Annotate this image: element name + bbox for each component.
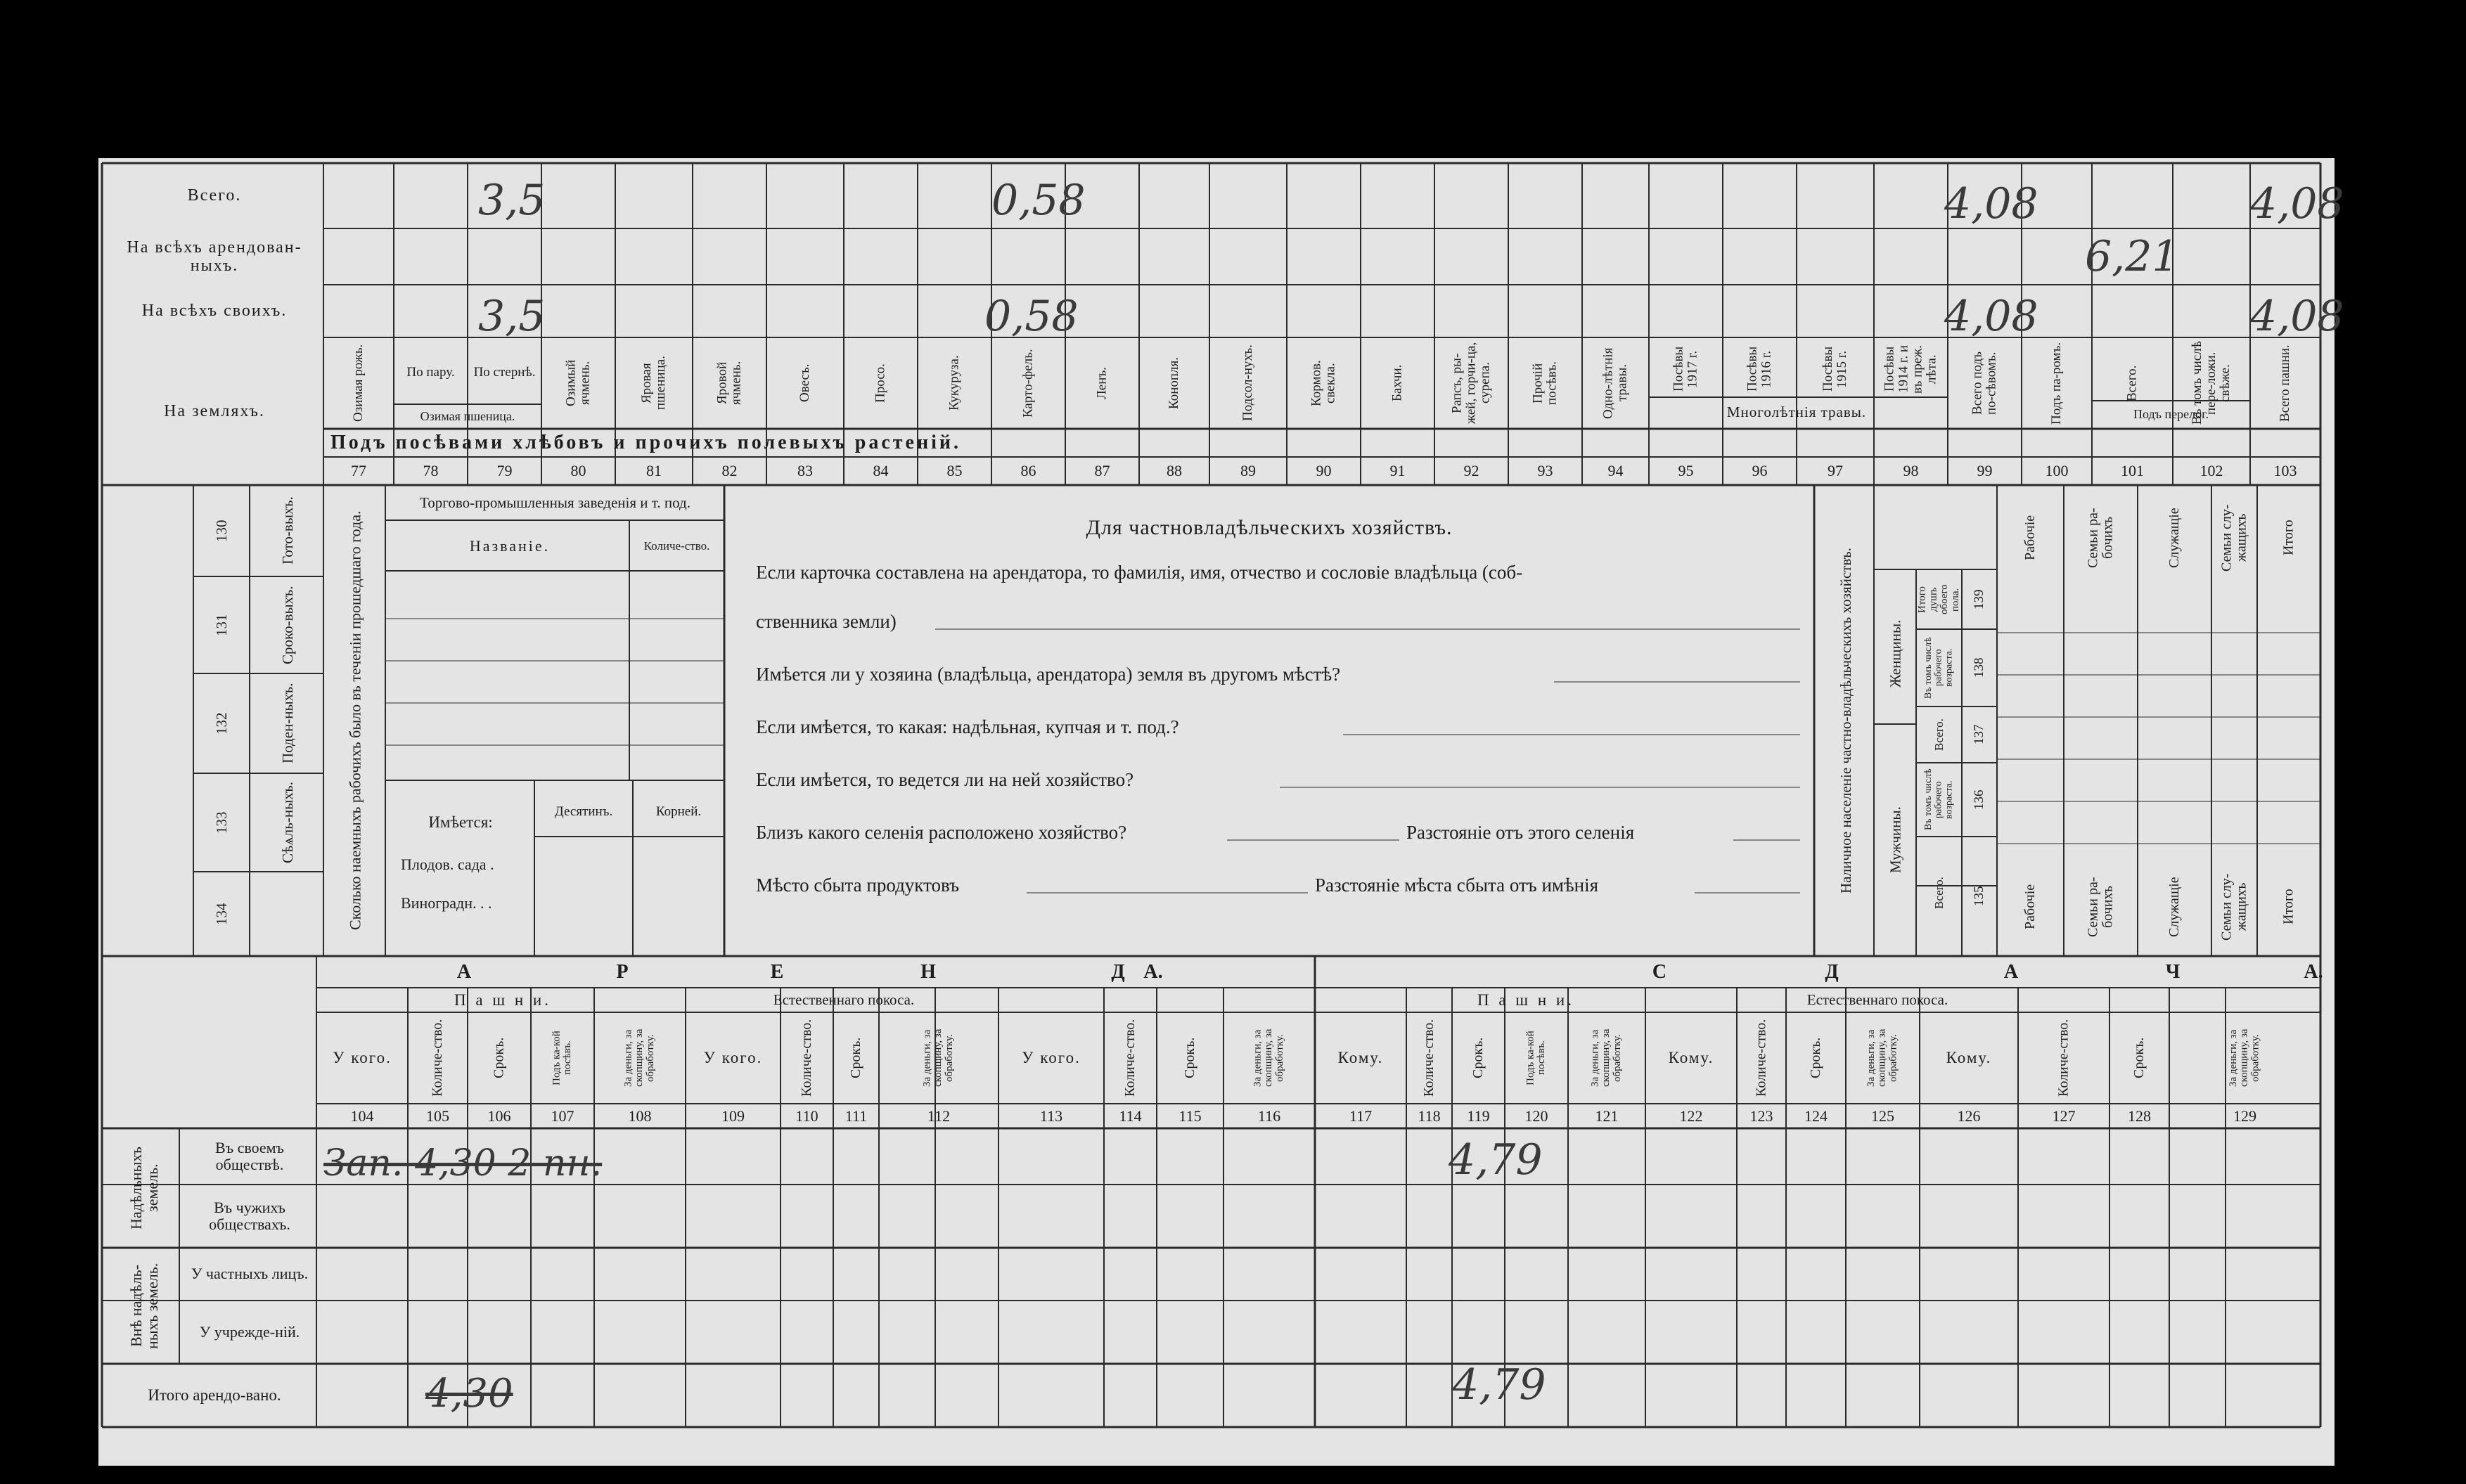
column-number: 126 bbox=[1957, 1106, 1981, 1125]
section-letter: А bbox=[456, 960, 472, 983]
column-number: 99 bbox=[1977, 461, 1993, 479]
column-number: 134 bbox=[212, 903, 230, 925]
question-text: Если карточка составлена на арендатора, то фамилія, имя, отчество и сословіе владѣльца (соб- bbox=[756, 562, 1523, 583]
column-number: 121 bbox=[1595, 1106, 1619, 1125]
row-group: Внѣ надѣль-ныхъ земель. bbox=[127, 1263, 161, 1349]
handwritten-value: 6,21 bbox=[2085, 232, 2179, 281]
column-header: За деньги, за скопщину, за обработку. bbox=[1865, 1028, 1899, 1088]
section-header: Торгово-промышленныя заведенія и т. под. bbox=[420, 494, 691, 512]
column-header: Количе-ство. bbox=[430, 1019, 445, 1097]
column-header: Кукуруза. bbox=[946, 355, 962, 411]
column-header: Корней. bbox=[655, 804, 702, 819]
column-number: 129 bbox=[2233, 1106, 2256, 1125]
column-header: Итого bbox=[2280, 520, 2297, 556]
group-header: П а ш н и. bbox=[454, 991, 551, 1009]
column-number: 125 bbox=[1871, 1106, 1894, 1125]
handwritten-value: 4,79 bbox=[1452, 1360, 1546, 1409]
row-label: Женщины. bbox=[1887, 619, 1904, 688]
column-header: Служащіе bbox=[2166, 877, 2182, 937]
group-header: П а ш н и. bbox=[1477, 991, 1574, 1009]
question-text: Если имѣется, то какая: надѣльная, купчая и т. под.? bbox=[756, 716, 1179, 738]
column-header: Кому. bbox=[1946, 1049, 1992, 1067]
hired-workers-header: Сколько наемныхъ рабочихъ было въ теченіи прошедшаго года. bbox=[346, 510, 364, 931]
column-header: Срокъ. bbox=[1808, 1037, 1823, 1079]
row-label: Всего. bbox=[1932, 877, 1946, 909]
column-header: Одно-лѣтнія травы. bbox=[1600, 347, 1630, 419]
column-number: 95 bbox=[1678, 461, 1694, 479]
group-header: Естественнаго покоса. bbox=[773, 991, 915, 1008]
column-number: 114 bbox=[1119, 1106, 1142, 1125]
form-title: Для частновладѣльческихъ хозяйствъ. bbox=[1086, 515, 1453, 539]
column-header: Посѣвы 1915 г. bbox=[1820, 346, 1849, 392]
column-number: 120 bbox=[1524, 1106, 1548, 1125]
column-header: Срокъ. bbox=[1182, 1037, 1197, 1079]
row-label: Въ томъ числѣ рабочего возраста. bbox=[1922, 637, 1955, 699]
column-header: Озимая рожь. bbox=[351, 344, 366, 422]
column-number: 81 bbox=[646, 461, 662, 479]
section-letter: Ч bbox=[2165, 960, 2181, 983]
column-number: 90 bbox=[1316, 461, 1332, 479]
column-number: 113 bbox=[1039, 1106, 1063, 1125]
column-number: 132 bbox=[212, 712, 230, 735]
row-label: На всѣхъ арендован-ныхъ. bbox=[127, 238, 302, 275]
column-number: 79 bbox=[496, 461, 513, 479]
row-label: Итого арендо-вано. bbox=[148, 1386, 281, 1405]
column-header: Бахчи. bbox=[1389, 364, 1405, 402]
row-label: Въ своемъ обществѣ. bbox=[215, 1138, 284, 1173]
column-header: Кормов. свекла. bbox=[1309, 360, 1338, 406]
handwritten-value: 4,08 bbox=[2250, 179, 2344, 228]
population-header: Наличное населеніе частно-владѣльческихъ хозяйствъ. bbox=[1837, 548, 1854, 893]
column-number: 131 bbox=[212, 614, 230, 636]
column-header: Количе-ство. bbox=[643, 539, 710, 553]
column-header: Подъ ка-кой посѣвъ. bbox=[551, 1031, 573, 1085]
column-number: 86 bbox=[1020, 461, 1036, 479]
column-header: Рабочіе bbox=[2022, 515, 2038, 561]
column-header: У кого. bbox=[333, 1049, 392, 1067]
section-letter: А. bbox=[2304, 960, 2323, 983]
column-header: Посѣвы 1914 г. и въ преж. лѣта. bbox=[1882, 344, 1939, 394]
column-number: 92 bbox=[1463, 461, 1479, 479]
row-label: На всѣхъ своихъ. bbox=[141, 302, 288, 321]
column-number: 78 bbox=[423, 461, 439, 479]
section-letter: С bbox=[1652, 960, 1667, 983]
column-header: Подъ па-ромъ. bbox=[2049, 342, 2064, 425]
column-number: 108 bbox=[628, 1106, 652, 1125]
column-header: За деньги, за скопщину, за обработку. bbox=[1252, 1028, 1285, 1088]
column-header: Озимый ячмень. bbox=[563, 359, 593, 407]
label: Виноградн. . . bbox=[401, 893, 492, 912]
label: Плодов. сада . bbox=[401, 855, 494, 873]
column-number: 88 bbox=[1167, 461, 1182, 479]
column-header: Сроко-выхъ. bbox=[278, 586, 296, 664]
column-number: 109 bbox=[721, 1106, 745, 1125]
column-header: Срокъ. bbox=[1470, 1037, 1486, 1079]
column-number: 111 bbox=[845, 1106, 868, 1125]
column-header: У кого. bbox=[1022, 1049, 1081, 1067]
column-number: 139 bbox=[1972, 589, 1987, 609]
column-header: Количе-ство. bbox=[1753, 1019, 1769, 1097]
question-text: Имѣется ли у хозяина (владѣльца, арендатора) земля въ другомъ мѣстѣ? bbox=[756, 664, 1341, 685]
column-header: Количе-ство. bbox=[799, 1019, 814, 1097]
column-header: У кого. bbox=[703, 1049, 763, 1067]
column-header: Яровая пшеница. bbox=[639, 356, 668, 411]
column-header: За деньги, за скопщину, за обработку. bbox=[921, 1028, 955, 1088]
column-number: 107 bbox=[551, 1106, 574, 1125]
column-header: Конопля. bbox=[1167, 356, 1182, 410]
row-label: Всего. bbox=[187, 186, 242, 205]
column-header: Въ томъ числѣ пере-ложи. свѣже. bbox=[2190, 341, 2233, 425]
column-number: 101 bbox=[2121, 461, 2144, 479]
column-number: 119 bbox=[1467, 1106, 1490, 1125]
column-header: Кому. bbox=[1668, 1049, 1714, 1067]
column-number: 112 bbox=[927, 1106, 951, 1125]
column-header: По стернѣ. bbox=[473, 364, 536, 380]
handwritten-value: 3,5 bbox=[478, 292, 546, 341]
section-letter: Р bbox=[616, 960, 629, 983]
group-header: Озимая пшеница. bbox=[420, 408, 515, 423]
section-letter: А. bbox=[1143, 960, 1163, 983]
column-header: Итого bbox=[2280, 889, 2297, 925]
column-header: Прочій посѣвъ. bbox=[1530, 361, 1560, 405]
column-header: Количе-ство. bbox=[1421, 1019, 1437, 1097]
column-header: Ленъ. bbox=[1094, 367, 1110, 399]
row-label: У частныхъ лицъ. bbox=[191, 1265, 309, 1283]
section-letter: Е bbox=[770, 960, 784, 983]
column-header: Семьи ра-бочихъ bbox=[2085, 877, 2116, 937]
column-number: 89 bbox=[1240, 461, 1256, 479]
column-header: Поден-ныхъ. bbox=[278, 683, 296, 764]
column-header: Гото-выхъ. bbox=[278, 496, 296, 565]
column-number: 118 bbox=[1418, 1106, 1441, 1125]
column-number: 87 bbox=[1094, 461, 1110, 479]
question-text: Если имѣется, то ведется ли на ней хозяйство? bbox=[756, 769, 1134, 791]
row-label: Итого душъ обоего пола. bbox=[1916, 584, 1961, 615]
column-number: 96 bbox=[1752, 461, 1768, 479]
column-header: Десятинъ. bbox=[554, 804, 613, 819]
column-header: За деньги, за скопщину, за обработку. bbox=[2227, 1028, 2261, 1088]
column-header: Количе-ство. bbox=[1122, 1019, 1138, 1097]
column-number: 138 bbox=[1972, 657, 1987, 678]
column-number: 93 bbox=[1537, 461, 1553, 479]
column-number: 133 bbox=[212, 811, 230, 834]
column-number: 110 bbox=[795, 1106, 818, 1125]
column-header: Срокъ. bbox=[2131, 1037, 2147, 1079]
column-header: Подсол-нухъ. bbox=[1240, 344, 1256, 422]
column-number: 82 bbox=[721, 461, 738, 479]
handwritten-value: 4,79 bbox=[1449, 1135, 1543, 1185]
handwritten-value: 3,5 bbox=[478, 176, 546, 225]
column-header: Подъ ка-кой посѣвъ. bbox=[1524, 1031, 1547, 1085]
handwritten-value: 4,08 bbox=[1944, 179, 2038, 228]
column-number: 136 bbox=[1972, 789, 1987, 810]
column-number: 85 bbox=[946, 461, 963, 479]
row-label: Въ чужихъ обществахъ. bbox=[209, 1198, 290, 1233]
column-number: 103 bbox=[2273, 461, 2297, 479]
group-header: Естественнаго покоса. bbox=[1806, 991, 1948, 1008]
column-header: Названіе. bbox=[469, 537, 551, 555]
column-number: 98 bbox=[1903, 461, 1919, 479]
row-group: Надѣльныхъ земель. bbox=[127, 1147, 161, 1230]
column-number: 117 bbox=[1349, 1106, 1373, 1125]
column-number: 80 bbox=[570, 461, 586, 479]
column-number: 116 bbox=[1257, 1106, 1281, 1125]
column-header: Всего подъ по-сѣвомъ. bbox=[1970, 351, 1999, 415]
question-text: Близъ какого селенія расположено хозяйство? bbox=[756, 822, 1127, 844]
handwritten-value: 4,08 bbox=[1944, 292, 2038, 341]
column-header: Посѣвы 1917 г. bbox=[1671, 346, 1700, 392]
column-header: Рапсъ, ры-жей, горчи-ца, сурепа. bbox=[1449, 342, 1493, 425]
column-number: 104 bbox=[350, 1106, 374, 1125]
column-header: Посѣвы 1916 г. bbox=[1745, 346, 1774, 392]
column-header: За деньги, за скопщину, за обработку. bbox=[1589, 1028, 1623, 1088]
column-header: Семьи ра-бочихъ bbox=[2085, 508, 2116, 568]
row-label: Въ томъ числѣ рабочего возраста. bbox=[1922, 768, 1955, 831]
column-header: Карто-фель. bbox=[1020, 349, 1036, 418]
column-number: 97 bbox=[1828, 461, 1843, 479]
column-header: За деньги, за скопщину, за обработку. bbox=[622, 1028, 656, 1088]
question-text: ственника земли) bbox=[756, 611, 897, 633]
column-header: Срокъ. bbox=[848, 1037, 863, 1079]
section-letter: А bbox=[2003, 960, 2019, 983]
column-number: 100 bbox=[2045, 461, 2069, 479]
group-header: Подъ перелог. bbox=[2133, 407, 2209, 422]
column-number: 106 bbox=[487, 1106, 511, 1125]
handwritten-value: Зап. 4,30 2 пн. bbox=[323, 1142, 603, 1185]
column-number: 137 bbox=[1972, 724, 1987, 745]
column-header: Овесъ. bbox=[797, 363, 813, 403]
handwritten-value: 0,58 bbox=[984, 292, 1079, 341]
row-label: На земляхъ. bbox=[164, 401, 265, 420]
column-number: 127 bbox=[2052, 1106, 2076, 1125]
column-header: Просо. bbox=[873, 363, 888, 403]
question-text: Разстояніе мѣста сбыта отъ имѣнія bbox=[1315, 875, 1599, 896]
column-number: 91 bbox=[1389, 461, 1406, 479]
question-text: Мѣсто сбыта продуктовъ bbox=[756, 875, 960, 896]
section-letter: Д bbox=[1111, 960, 1125, 983]
section-letter: Н bbox=[920, 960, 936, 983]
column-number: 84 bbox=[873, 461, 889, 479]
row-label: Всего. bbox=[1932, 718, 1946, 751]
row-label: У учрежде-ній. bbox=[199, 1322, 300, 1341]
column-header: Рабочіе bbox=[2022, 884, 2038, 930]
column-number: 105 bbox=[426, 1106, 449, 1125]
column-header: Семьи слу-жащихъ bbox=[2218, 504, 2249, 572]
column-number: 124 bbox=[1804, 1106, 1828, 1125]
column-header: Всего. bbox=[2124, 365, 2140, 401]
column-number: 122 bbox=[1679, 1106, 1703, 1125]
column-number: 128 bbox=[2128, 1106, 2151, 1125]
column-number: 135 bbox=[1972, 886, 1987, 907]
column-header: Семьи слу-жащихъ bbox=[2218, 873, 2249, 941]
column-header: Сѣѧль-ныхъ. bbox=[278, 782, 296, 864]
handwritten-value: 4,30 bbox=[425, 1371, 513, 1417]
column-header: Количе-ство. bbox=[2055, 1019, 2072, 1097]
handwritten-value: 4,08 bbox=[2250, 292, 2344, 341]
column-number: 102 bbox=[2200, 461, 2223, 479]
question-text: Разстояніе отъ этого селенія bbox=[1406, 822, 1635, 844]
column-header: Всего пашни. bbox=[2278, 344, 2293, 422]
column-number: 77 bbox=[351, 461, 366, 479]
column-header: По пару. bbox=[406, 364, 455, 380]
row-label: Мужчины. bbox=[1887, 806, 1904, 874]
column-header: Кому. bbox=[1337, 1049, 1384, 1067]
column-header: Срокъ. bbox=[491, 1037, 507, 1079]
section-letter: Д bbox=[1825, 960, 1839, 983]
column-number: 123 bbox=[1749, 1106, 1773, 1125]
section-band: Подъ посѣвами хлѣбовъ и прочихъ полевыхъ растеній. bbox=[330, 431, 962, 453]
column-number: 94 bbox=[1607, 461, 1624, 479]
column-header: Служащіе bbox=[2166, 508, 2182, 568]
column-number: 130 bbox=[212, 520, 230, 542]
handwritten-value: 0,58 bbox=[991, 176, 1086, 225]
column-number: 115 bbox=[1179, 1106, 1202, 1125]
column-header: Яровой ячмень. bbox=[714, 361, 744, 406]
label: Имѣется: bbox=[428, 813, 493, 832]
group-header: Многолѣтнія травы. bbox=[1726, 404, 1867, 421]
column-number: 83 bbox=[797, 461, 813, 479]
